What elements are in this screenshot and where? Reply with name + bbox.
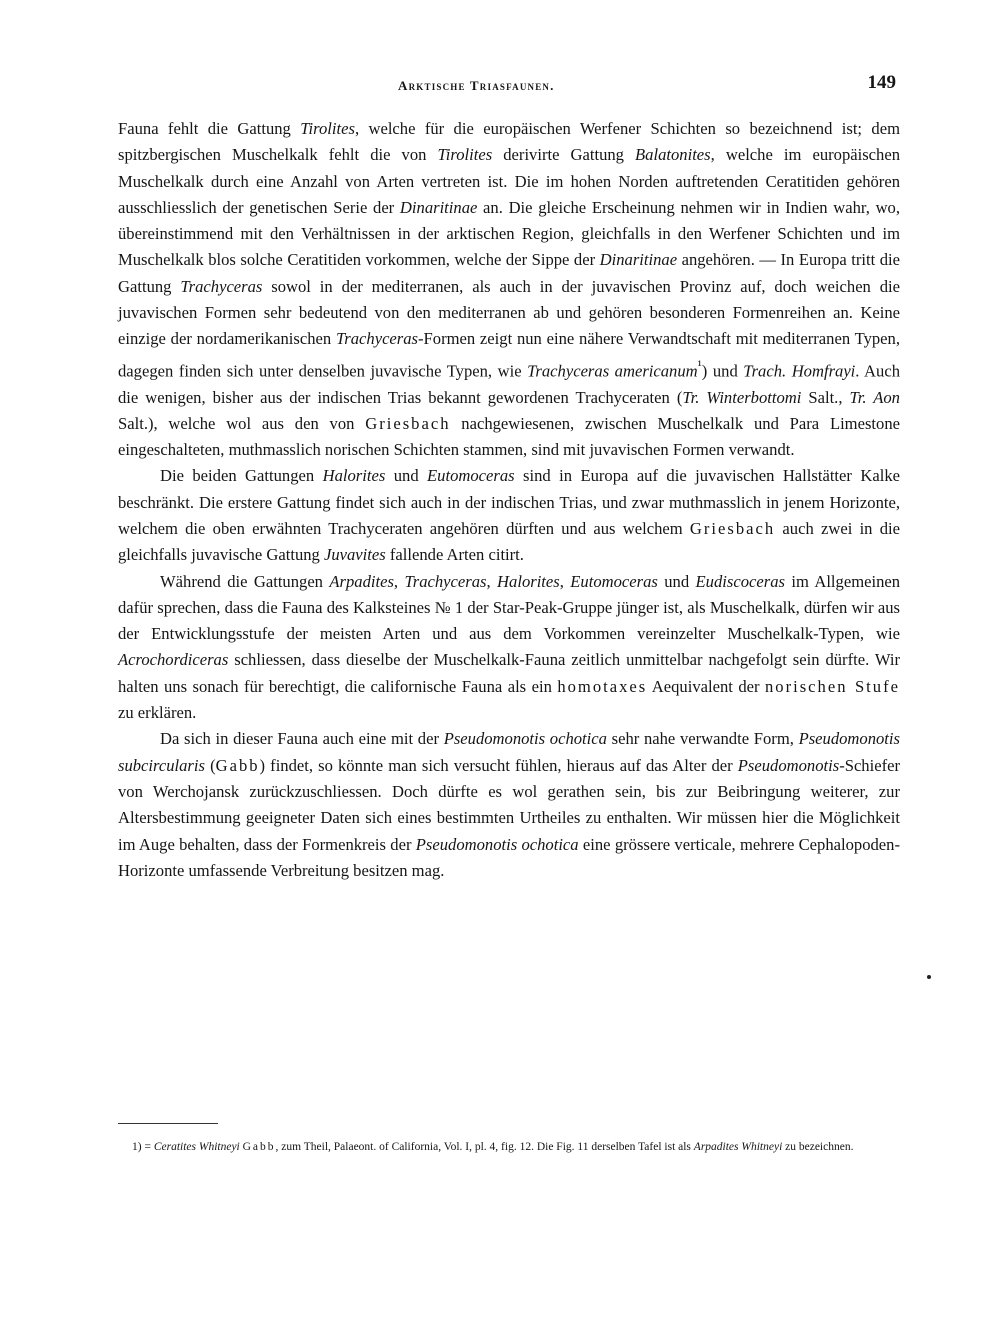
text-span: derivirte Gattung [492,145,636,165]
text-span: 1) = [132,1141,154,1153]
taxon-name: Trachyceras [180,276,263,296]
text-span: nachgewiesenen, zwischen Muschelkalk und Para Limestone eingeschalteten, muthmasslich norischen Schichten stammen, sind mit juvavischen Formen verwandt. [118,413,900,460]
taxon-name: Trachyceras [335,329,419,349]
text-span: Die beiden Gattungen [160,466,323,486]
text-span: Da sich in dieser Fauna auch eine mit der [160,729,444,749]
text-span: , welche im europäischen Muschelkalk durch eine Anzahl von Arten vertreten ist. Die im hohen Norden auftretenden Ceratitiden gehören ausschliesslich der genetischen Serie der [118,145,900,217]
footnote-divider [118,1123,218,1124]
taxon-name: Trachyceras [404,571,487,591]
taxon-name: Tr. Winterbottomi [682,387,802,407]
author-name: Gabb [242,1141,276,1153]
footnote-marker: ¹ [697,357,702,373]
page-number: 149 [867,72,896,93]
text-span: und [385,466,428,486]
text-span: fallende Arten citirt. [385,545,524,565]
author-name: Griesbach [365,413,451,433]
taxon-name: Tr. Aon [849,387,900,407]
taxon-name: Pseudomonotis [737,755,840,775]
text-span: Salt.), welche wol aus den von [118,413,366,433]
running-title: Arktische Triasfaunen. [398,78,555,93]
taxon-name: Halorites [497,571,560,591]
footnote [118,1138,904,1156]
text-span: , [393,571,405,591]
text-span: , [486,571,498,591]
paragraph-2 [118,463,900,568]
taxon-name: Pseudomonotis ochotica [443,729,607,749]
paragraph-3 [118,569,900,727]
text-span: ( [204,755,216,775]
text-span: angehören. — In Europa tritt die Gattung [118,250,901,296]
text-span: ) und [701,361,744,381]
taxon-name: Eutomoceras [427,466,515,486]
text-span: und [657,571,696,591]
taxon-name: Acrochordiceras [118,650,229,670]
taxon-name: Tirolites [437,145,493,165]
text-span: sehr nahe verwandte Form, [606,729,799,749]
text-span: zu bezeichnen. [782,1141,854,1153]
margin-mark [927,975,931,979]
taxon-name: Balatonites [635,145,711,165]
text-span: . Auch die wenigen, bisher aus der indischen Trias bekannt gewordenen Trachyceraten ( [118,361,901,407]
taxon-name: Arpadites Whitneyi [693,1141,783,1153]
taxon-name: Trachyceras americanum [527,361,698,381]
text-span: -Formen zeigt nun eine nähere Verwandtschaft mit mediterranen Typen, dagegen finden sich unter denselben juvavische Typen, wie [118,329,900,381]
body-text [118,116,900,884]
taxon-name: Tirolites [300,119,355,138]
text-span: -Schiefer von Werchojansk zurückzuschliessen. Doch dürfte es wol gerathen sein, bis zur Beibringung weiterer, zur Altersbestimmung geeigneter Daten sich eines bestimmten Urtheiles zu enthalten. Wir müssen hier die Möglichkeit im Auge behalten, dass der Formenkreis der [118,755,900,854]
text-span: , welche für die europäischen Werfener Schichten so bezeichnend ist; dem spitzbergischen Muschelkalk fehlt die von [118,119,900,165]
text-span: , zum Theil, Palaeont. of California, Vol. I, pl. 4, fig. 12. Die Fig. 11 derselben Tafel ist als [275,1141,694,1153]
text-span: an. Die gleiche Erscheinung nehmen wir in Indien wahr, wo, übereinstimmend mit den Verhältnissen in der arktischen Region, gleichfalls in den Werfener Schichten und im Muschelkalk blos solche Ceratitiden vorkommen, welche der Sippe der [118,197,900,270]
text-span: Während die Gattungen [160,571,330,591]
emphasis-term: homotaxes [557,676,648,696]
taxon-name: Pseudomonotis ochotica [415,834,579,854]
taxon-name: Juvavites [323,545,386,565]
paragraph-4 [118,726,900,884]
emphasis-term: norischen Stufe [764,676,900,696]
text-span: eine grössere verticale, mehrere Cephalopoden-Horizonte umfassende Verbreitung besitzen mag. [118,834,900,880]
text-span: ) findet, so könnte man sich versucht fühlen, hieraus auf das Alter der [259,755,738,775]
taxon-name: Trach. Homfrayi [743,361,856,381]
taxon-name: Pseudomonotis subcircularis [118,729,900,775]
author-name: Griesbach [689,518,776,538]
text-span: sowol in der mediterranen, als auch in der juvavischen Provinz auf, doch weichen die juvavischen Formen sehr bedeutend von den mediterranen ab und gehören besonderen Formenreihen an. Keine einzige der nordamerikanischen [118,276,901,349]
text-span: , [559,571,571,591]
paragraph-1 [118,116,900,463]
page-header [118,70,896,100]
taxon-name: Halorites [322,466,386,486]
author-name: Gabb [215,755,260,775]
text-span: Aequivalent der [647,676,765,696]
text-span: zu erklären. [118,703,197,723]
text-span: Salt., [801,387,850,407]
text-span: im Allgemeinen dafür sprechen, dass die Fauna des Kalksteines № 1 der Star-Peak-Gruppe jünger ist, als Muschelkalk, dürfen wir aus der Entwicklungsstufe der meisten Arten und aus dem Vorkommen vereinzelter Muschelkalk-Typen, wie [118,571,901,644]
text-span: auch zwei in die gleichfalls juvavische Gattung [118,518,900,565]
taxon-name: Dinaritinae [399,197,478,217]
taxon-name: Arpadites [329,571,394,591]
text-span: sind in Europa auf die juvavischen Hallstätter Kalke beschränkt. Die erstere Gattung findet sich auch in der indischen Trias, und zwar muthmasslich in jenem Horizonte, welchem die oben erwähnten Trachyceraten angehören dürften und aus welchem [118,466,900,538]
footnote-text [118,1138,904,1156]
taxon-name: Dinaritinae [599,250,678,270]
text-span: Fauna fehlt die Gattung [118,119,301,138]
taxon-name: Eudiscoceras [695,571,785,591]
text-span: schliessen, dass dieselbe der Muschelkalk-Fauna zeitlich unmittelbar nachgefolgt sein dürfte. Wir halten uns sonach für berechtigt, die californische Fauna als ein [118,650,900,696]
taxon-name: Eutomoceras [570,571,658,591]
taxon-name: Ceratites Whitneyi [153,1141,240,1153]
